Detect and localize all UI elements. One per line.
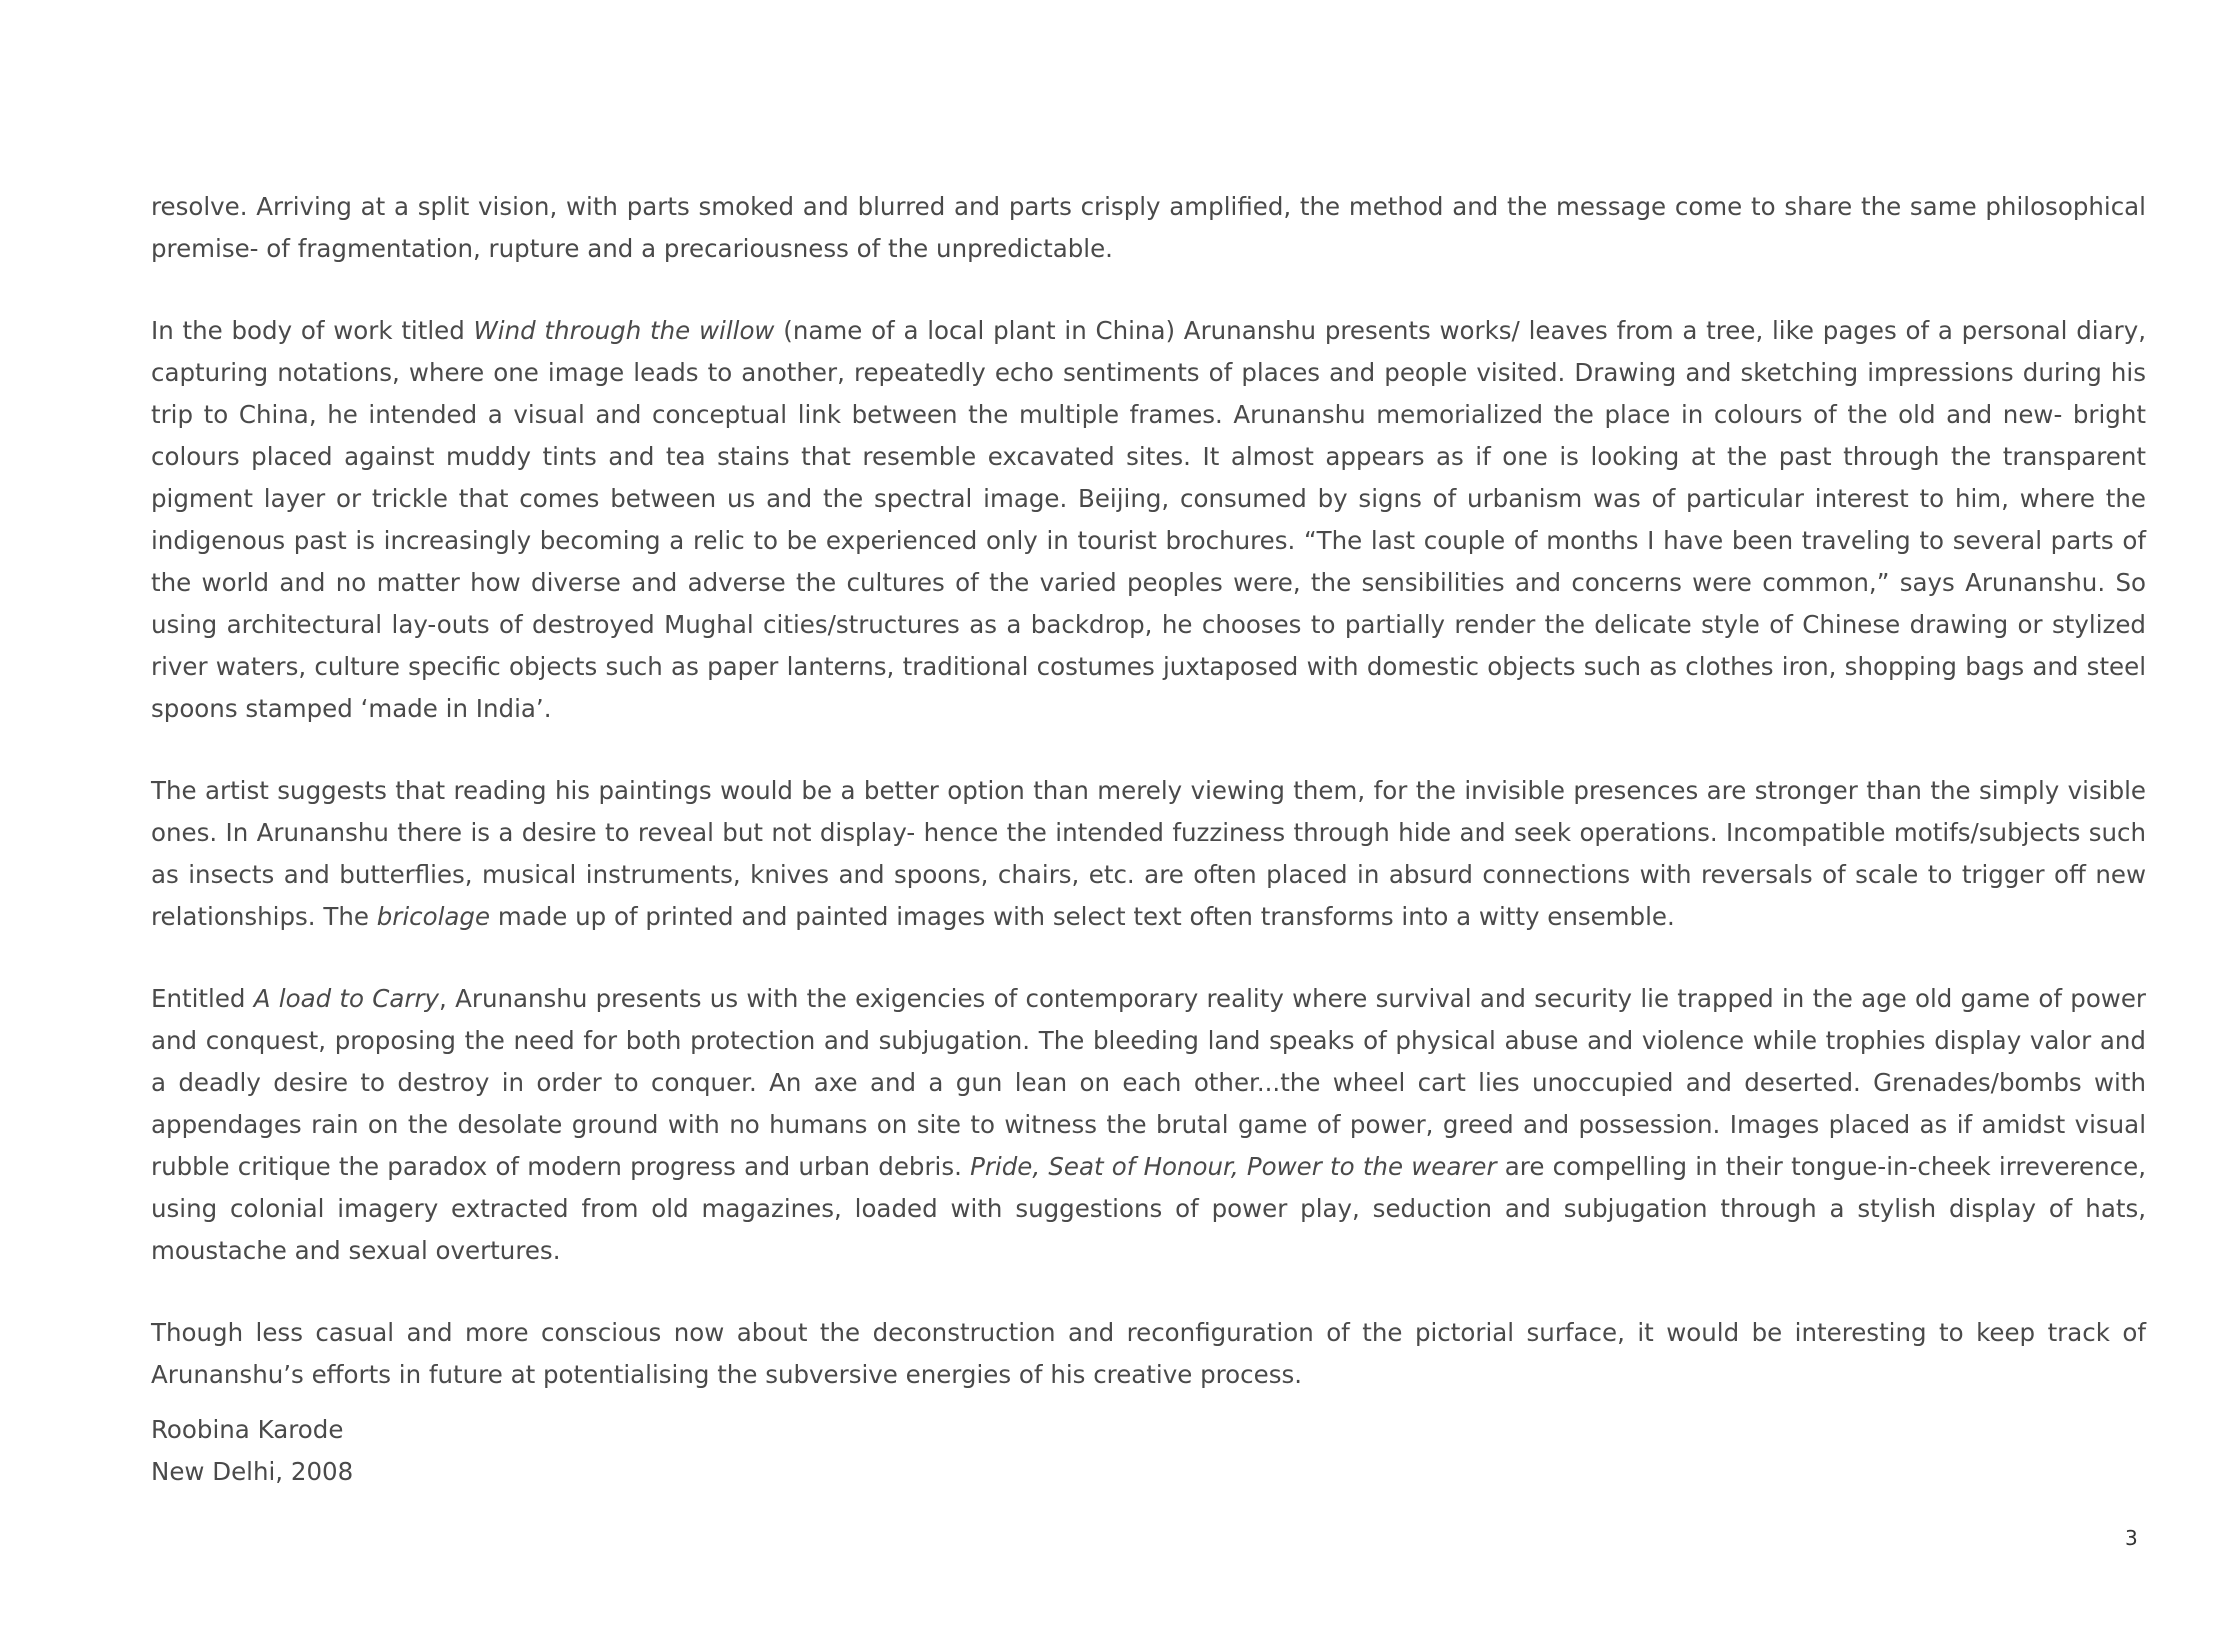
- paragraph-p1: [151, 186, 2146, 270]
- paragraph-text: Entitled: [151, 984, 254, 1013]
- author-name: Roobina Karode: [151, 1415, 344, 1444]
- paragraph-text: are compelling in their tongue-in-cheek irreverence, using colonial imagery extracted from old magazines, loaded with suggestions of power play, seduction and subjugation through a stylish display of hats, moustache and sexual overtures.: [151, 1152, 2146, 1265]
- paragraph-p2: [151, 310, 2146, 730]
- paragraph-text: The artist suggests that reading his paintings would be a better option than merely viewing them, for the invisible presences are stronger than the simply visible ones. In Arunanshu there is a desire to reveal but not display- hence the intended fuzziness through hide and seek operations. Incompatible motifs/subjects such as insects and butterflies, musical instruments, knives and spoons, chairs, etc. are often placed in absurd connections with reversals of scale to trigger off new relationships. The: [151, 776, 2146, 931]
- page-number: 3: [2125, 1526, 2138, 1550]
- paragraph-text: In the body of work titled: [151, 316, 474, 345]
- italic-title-text: A load to Carry: [253, 984, 440, 1013]
- paragraph-text: resolve. Arriving at a split vision, with parts smoked and blurred and parts crisply amplified, the method and the message come to share the same philosophical premise- of fragmentation, rupture and a precariousness of the unpredictable.: [151, 192, 2146, 263]
- paragraph-p5: [151, 1312, 2146, 1396]
- italic-title-text: Pride, Seat of Honour, Power to the wearer: [970, 1152, 1497, 1181]
- paragraph-p3: [151, 770, 2146, 938]
- italic-title-text: bricolage: [376, 902, 491, 931]
- paragraph-text: made up of printed and painted images with select text often transforms into a witty ensemble.: [490, 902, 1675, 931]
- paragraph-p4: [151, 978, 2146, 1272]
- document-body: [151, 186, 2146, 1436]
- paragraph-text: , Arunanshu presents us with the exigencies of contemporary reality where survival and security lie trapped in the age old game of power and conquest, proposing the need for both protection and subjugation. The bleeding land speaks of physical abuse and violence while trophies display valor and a deadly desire to destroy in order to conquer. An axe and a gun lean on each other...the wheel cart lies unoccupied and deserted. Grenades/bombs with appendages rain on the desolate ground with no humans on site to witness the brutal game of power, greed and possession. Images placed as if amidst visual rubble critique the paradox of modern progress and urban debris.: [151, 984, 2146, 1181]
- paragraph-text: (name of a local plant in China) Arunanshu presents works/ leaves from a tree, like pages of a personal diary, capturing notations, where one image leads to another, repeatedly echo sentiments of places and people visited. Drawing and sketching impressions during his trip to China, he intended a visual and conceptual link between the multiple frames. Arunanshu memorialized the place in colours of the old and new- bright colours placed against muddy tints and tea stains that resemble excavated sites. It almost appears as if one is looking at the past through the transparent pigment layer or trickle that comes between us and the spectral image. Beijing, consumed by signs of urbanism was of particular interest to him, where the indigenous past is increasingly becoming a relic to be experienced only in tourist brochures. “The last couple of months I have been traveling to several parts of the world and no matter how diverse and adverse the cultures of the varied peoples were, the sensibilities and concerns were common,” says Arunanshu. So using architectural lay-outs of destroyed Mughal cities/structures as a backdrop, he chooses to partially render the delicate style of Chinese drawing or stylized river waters, culture specific objects such as paper lanterns, traditional costumes juxtaposed with domestic objects such as clothes iron, shopping bags and steel spoons stamped ‘made in India’.: [151, 316, 2146, 723]
- signature-block: [151, 1409, 353, 1493]
- italic-title-text: Wind through the willow: [473, 316, 775, 345]
- paragraph-text: Though less casual and more conscious now about the deconstruction and reconfiguration of the pictorial surface, it would be interesting to keep track of Arunanshu’s efforts in future at potentialising the subversive energies of his creative process.: [151, 1318, 2146, 1389]
- place-date: New Delhi, 2008: [151, 1457, 354, 1486]
